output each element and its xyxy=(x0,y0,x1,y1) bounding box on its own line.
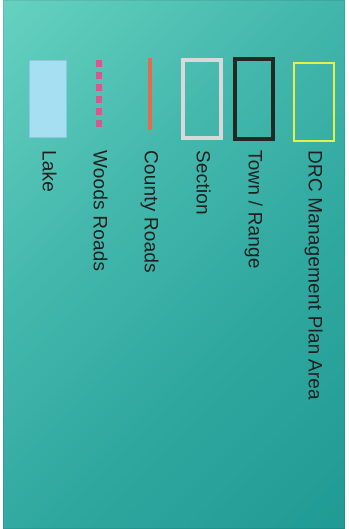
legend-item-lake xyxy=(25,56,71,526)
town-range-outline-icon xyxy=(233,57,275,141)
legend-panel xyxy=(3,0,345,529)
legend-label-woods-roads: Woods Roads xyxy=(88,150,110,272)
legend-item-county-roads xyxy=(127,56,173,526)
legend-item-section xyxy=(179,56,225,526)
legend-label-town-range: Town / Range xyxy=(243,150,265,269)
solid-line-icon xyxy=(148,58,152,130)
legend-label-county-roads: County Roads xyxy=(139,150,161,273)
drc-area-outline-icon xyxy=(293,62,335,142)
legend-item-drc-area xyxy=(291,56,337,526)
legend-item-woods-roads xyxy=(76,56,122,526)
lake-swatch-icon xyxy=(29,60,67,138)
legend-item-town-range xyxy=(231,56,277,526)
legend-label-lake: Lake xyxy=(37,150,59,193)
dashed-line-icon xyxy=(96,60,102,130)
legend-label-drc-area: DRC Management Plan Area xyxy=(303,150,325,400)
legend-label-section: Section xyxy=(191,150,213,215)
section-outline-icon xyxy=(181,58,223,140)
